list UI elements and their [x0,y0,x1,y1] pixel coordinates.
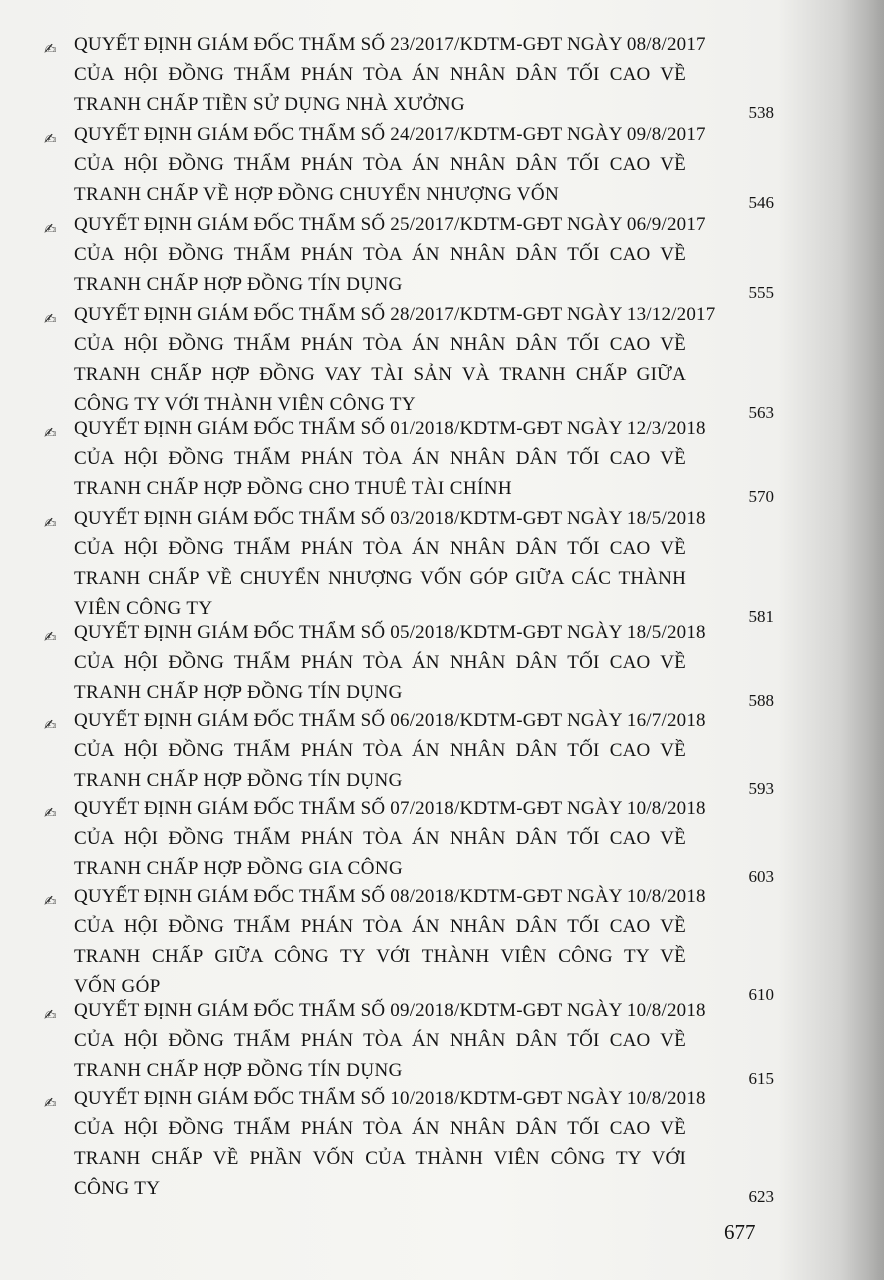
toc-entry-line: CỦA HỘI ĐỒNG THẨM PHÁN TÒA ÁN NHÂN DÂN TỐI CAO VỀ [74,448,686,469]
toc-entry-line: CỦA HỘI ĐỒNG THẨM PHÁN TÒA ÁN NHÂN DÂN TỐI CAO VỀ [74,334,686,355]
writing-hand-icon: ✍ [44,1094,57,1112]
toc-entry-title [74,504,706,624]
toc-entry-line: TRANH CHẤP HỢP ĐỒNG VAY TÀI SẢN VÀ TRANH CHẤP GIỮA [74,364,686,385]
toc-entry-line: QUYẾT ĐỊNH GIÁM ĐỐC THẨM SỐ 06/2018/KDTM-GĐT NGÀY 16/7/2018 [74,710,706,731]
toc-entry-line: TRANH CHẤP TIỀN SỬ DỤNG NHÀ XƯỞNG [74,94,466,115]
toc-entry-title [74,120,706,210]
writing-hand-icon: ✍ [44,716,57,734]
toc-entry-line: TRANH CHẤP VỀ PHẦN VỐN CỦA THÀNH VIÊN CÔNG TY VỚI [74,1148,686,1169]
toc-entry-line: QUYẾT ĐỊNH GIÁM ĐỐC THẨM SỐ 23/2017/KDTM-GĐT NGÀY 08/8/2017 [74,34,706,55]
toc-entry-line: QUYẾT ĐỊNH GIÁM ĐỐC THẨM SỐ 03/2018/KDTM-GĐT NGÀY 18/5/2018 [74,508,706,529]
toc-entry-page: 593 [748,779,774,798]
toc-entry-title [74,1084,706,1204]
toc-entry-page: 603 [748,867,774,886]
toc-entry-title [74,300,716,420]
toc-entry-line: QUYẾT ĐỊNH GIÁM ĐỐC THẨM SỐ 24/2017/KDTM-GĐT NGÀY 09/8/2017 [74,124,706,145]
toc-entry-line: QUYẾT ĐỊNH GIÁM ĐỐC THẨM SỐ 28/2017/KDTM-GĐT NGÀY 13/12/2017 [74,304,716,325]
toc-entry-page: 623 [748,1187,774,1206]
toc-entry-line: CỦA HỘI ĐỒNG THẨM PHÁN TÒA ÁN NHÂN DÂN TỐI CAO VỀ [74,652,686,673]
toc-entry-line: VIÊN CÔNG TY [74,598,213,619]
toc-entry-line: VỐN GÓP [74,976,161,997]
toc-entry-line: CỦA HỘI ĐỒNG THẨM PHÁN TÒA ÁN NHÂN DÂN TỐI CAO VỀ [74,1118,686,1139]
toc-entry-title [74,414,706,504]
toc-entry-line: TRANH CHẤP HỢP ĐỒNG TÍN DỤNG [74,274,403,295]
toc-entry-line: QUYẾT ĐỊNH GIÁM ĐỐC THẨM SỐ 09/2018/KDTM-GĐT NGÀY 10/8/2018 [74,1000,706,1021]
toc-entry-page: 570 [748,487,774,506]
toc-entry-line: QUYẾT ĐỊNH GIÁM ĐỐC THẨM SỐ 10/2018/KDTM-GĐT NGÀY 10/8/2018 [74,1088,706,1109]
toc-entry-line: CỦA HỘI ĐỒNG THẨM PHÁN TÒA ÁN NHÂN DÂN TỐI CAO VỀ [74,740,686,761]
toc-entry-line: TRANH CHẤP HỢP ĐỒNG GIA CÔNG [74,858,404,879]
toc-entry-title [74,618,706,708]
toc-entry-line: CỦA HỘI ĐỒNG THẨM PHÁN TÒA ÁN NHÂN DÂN TỐI CAO VỀ [74,538,686,559]
writing-hand-icon: ✍ [44,892,57,910]
toc-entry-line: QUYẾT ĐỊNH GIÁM ĐỐC THẨM SỐ 05/2018/KDTM-GĐT NGÀY 18/5/2018 [74,622,706,643]
toc-entry-title [74,706,706,796]
toc-entry-line: QUYẾT ĐỊNH GIÁM ĐỐC THẨM SỐ 08/2018/KDTM-GĐT NGÀY 10/8/2018 [74,886,706,907]
toc-entry-line: CỦA HỘI ĐỒNG THẨM PHÁN TÒA ÁN NHÂN DÂN TỐI CAO VỀ [74,916,686,937]
writing-hand-icon: ✍ [44,130,57,148]
toc-entry-line: TRANH CHẤP HỢP ĐỒNG TÍN DỤNG [74,1060,403,1081]
toc-entry-line: CÔNG TY [74,1178,161,1199]
toc-entry-page: 588 [748,691,774,710]
toc-entry-title [74,30,706,120]
toc-entry-line: CỦA HỘI ĐỒNG THẨM PHÁN TÒA ÁN NHÂN DÂN TỐI CAO VỀ [74,154,686,175]
toc-entry-line: CỦA HỘI ĐỒNG THẨM PHÁN TÒA ÁN NHÂN DÂN TỐI CAO VỀ [74,828,686,849]
toc-entry-line: TRANH CHẤP HỢP ĐỒNG TÍN DỤNG [74,770,403,791]
toc-entry-page: 538 [748,103,774,122]
writing-hand-icon: ✍ [44,628,57,646]
toc-entry-line: QUYẾT ĐỊNH GIÁM ĐỐC THẨM SỐ 01/2018/KDTM-GĐT NGÀY 12/3/2018 [74,418,706,439]
toc-entry-title [74,210,706,300]
toc-entry-line: TRANH CHẤP HỢP ĐỒNG TÍN DỤNG [74,682,403,703]
writing-hand-icon: ✍ [44,220,57,238]
toc-entry-page: 581 [748,607,774,626]
toc-entry-line: CỦA HỘI ĐỒNG THẨM PHÁN TÒA ÁN NHÂN DÂN TỐI CAO VỀ [74,1030,686,1051]
writing-hand-icon: ✍ [44,1006,57,1024]
toc-entry-page: 563 [748,403,774,422]
toc-entry-line: QUYẾT ĐỊNH GIÁM ĐỐC THẨM SỐ 25/2017/KDTM-GĐT NGÀY 06/9/2017 [74,214,706,235]
writing-hand-icon: ✍ [44,424,57,442]
writing-hand-icon: ✍ [44,804,57,822]
toc-entry-line: TRANH CHẤP HỢP ĐỒNG CHO THUÊ TÀI CHÍNH [74,478,512,499]
toc-entry-title [74,882,706,1002]
writing-hand-icon: ✍ [44,514,57,532]
toc-entry-line: QUYẾT ĐỊNH GIÁM ĐỐC THẨM SỐ 07/2018/KDTM-GĐT NGÀY 10/8/2018 [74,798,706,819]
toc-entry-line: TRANH CHẤP VỀ HỢP ĐỒNG CHUYỂN NHƯỢNG VỐN [74,184,560,205]
writing-hand-icon: ✍ [44,40,57,58]
toc-entry-line: CỦA HỘI ĐỒNG THẨM PHÁN TÒA ÁN NHÂN DÂN TỐI CAO VỀ [74,64,686,85]
toc-entry-line: CÔNG TY VỚI THÀNH VIÊN CÔNG TY [74,394,417,415]
toc-entry-page: 555 [748,283,774,302]
toc-entry-page: 615 [748,1069,774,1088]
toc-entry-line: TRANH CHẤP VỀ CHUYỂN NHƯỢNG VỐN GÓP GIỮA CÁC THÀNH [74,568,686,589]
toc-entry-page: 610 [748,985,774,1004]
toc-entry-line: TRANH CHẤP GIỮA CÔNG TY VỚI THÀNH VIÊN CÔNG TY VỀ [74,946,686,967]
toc-entry-title [74,794,706,884]
toc-entry-line: CỦA HỘI ĐỒNG THẨM PHÁN TÒA ÁN NHÂN DÂN TỐI CAO VỀ [74,244,686,265]
writing-hand-icon: ✍ [44,310,57,328]
toc-entry-title [74,996,706,1086]
page-number: 677 [724,1220,756,1244]
toc-entry-page: 546 [748,193,774,212]
